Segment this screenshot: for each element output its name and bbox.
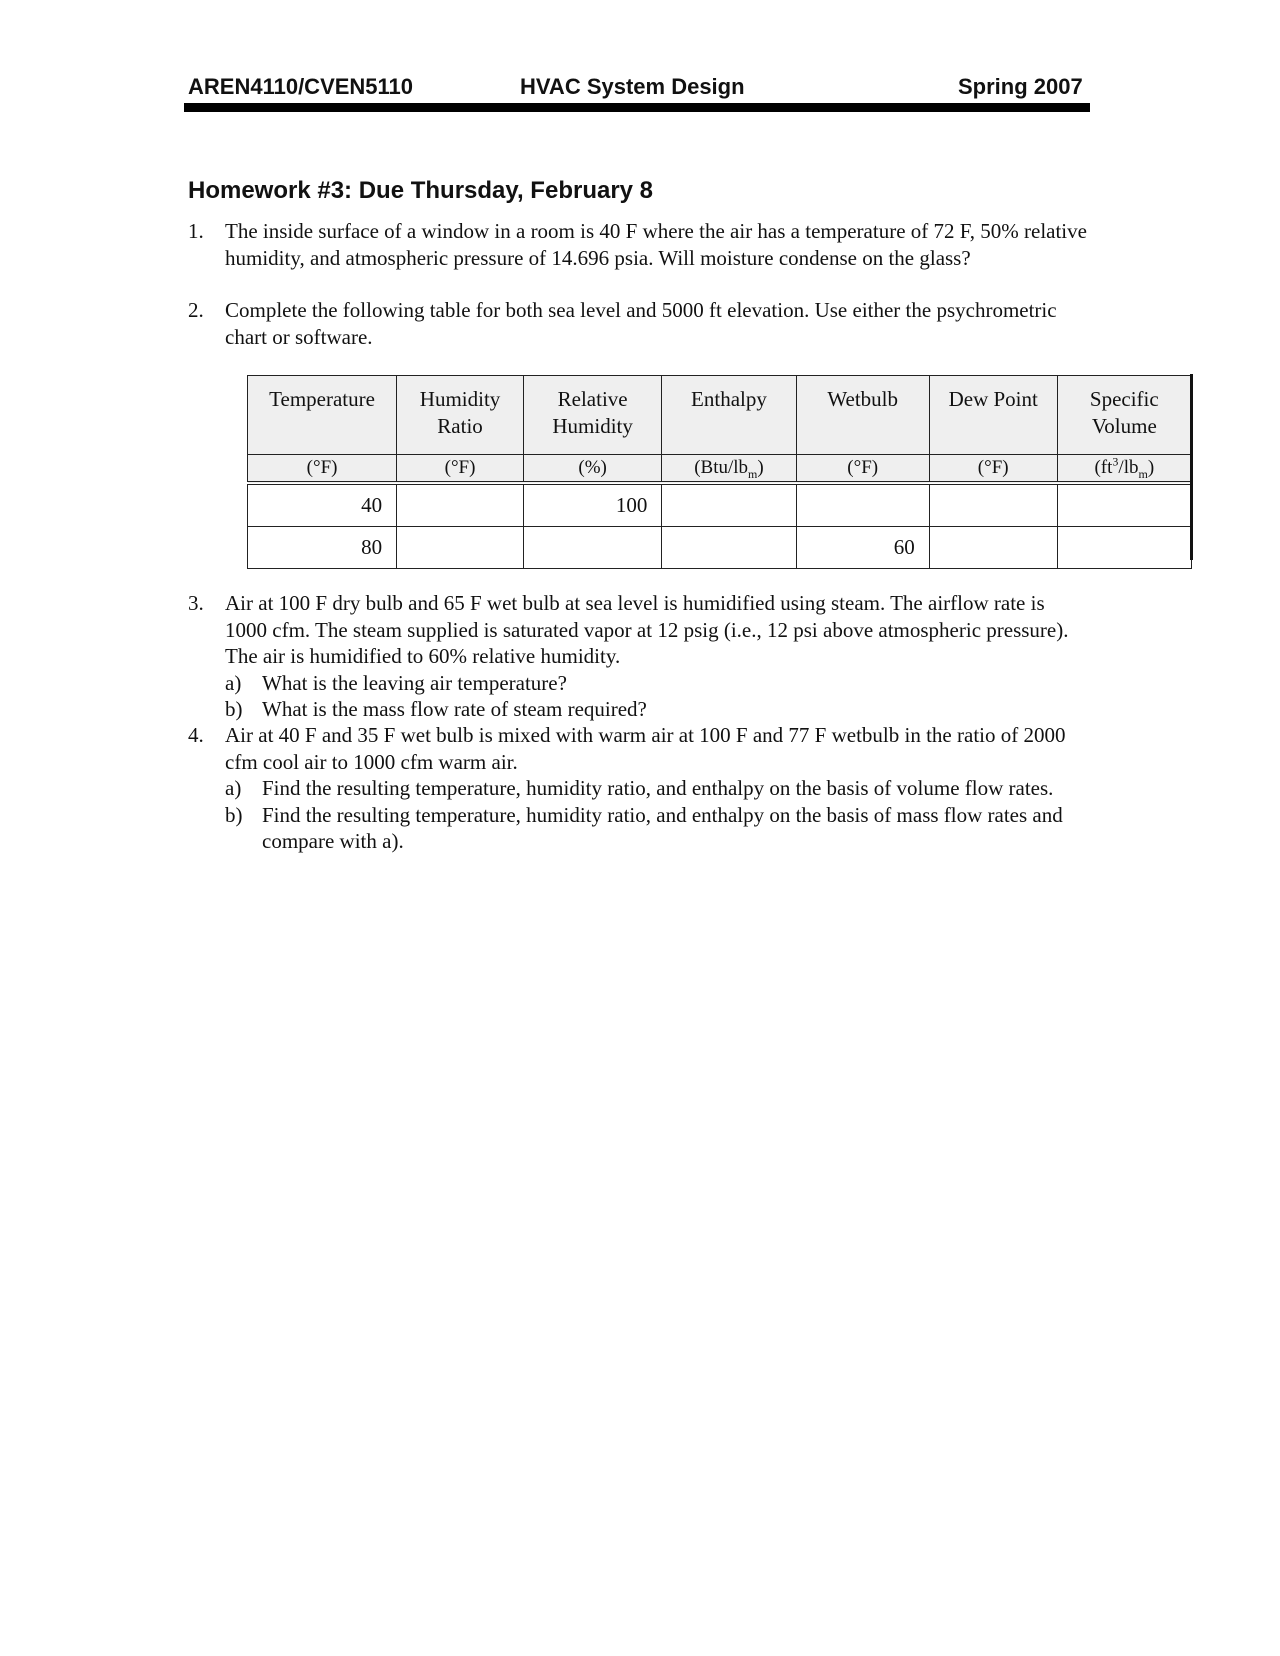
- question-text: Complete the following table for both sea level and 5000 ft elevation. Use either the psychrometric chart or software.: [225, 298, 1057, 349]
- unit-relative-humidity: (%): [523, 455, 661, 484]
- question-text: The inside surface of a window in a room is 40 F where the air has a temperature of 72 F, 50% relative humidity, and atmospheric pressure of 14.696 psia. Will moisture condense on the glass?: [225, 219, 1087, 270]
- question-body: [225, 590, 1088, 723]
- part-text: Find the resulting temperature, humidity ratio, and enthalpy on the basis of mass flow rates and compare with a).: [262, 802, 1063, 853]
- cell-humidity-ratio[interactable]: [397, 483, 524, 527]
- unit-wetbulb: (°F): [796, 455, 929, 484]
- cell-specific-volume[interactable]: [1057, 527, 1191, 569]
- part-letter: b): [225, 802, 243, 827]
- header-label: Specific Volume: [1089, 387, 1159, 438]
- question-number: 1.: [188, 219, 204, 243]
- question-number: 2.: [188, 298, 204, 322]
- cell-relative-humidity[interactable]: 100: [523, 483, 661, 527]
- cell-relative-humidity[interactable]: [523, 527, 661, 569]
- cell-humidity-ratio[interactable]: [397, 527, 524, 569]
- question-3: [188, 590, 1088, 723]
- unit-subscript: m: [748, 466, 758, 481]
- cell-dew-point[interactable]: [929, 527, 1057, 569]
- unit-specific-volume: [1057, 455, 1191, 484]
- cell-dew-point[interactable]: [929, 483, 1057, 527]
- unit-part: (ft: [1094, 457, 1113, 478]
- question-2: [188, 297, 1088, 350]
- table-units-row: [248, 455, 1192, 484]
- unit-dew-point: (°F): [929, 455, 1057, 484]
- part-text: Find the resulting temperature, humidity ratio, and enthalpy on the basis of volume flow rates.: [262, 776, 1054, 800]
- header-humidity-ratio: [397, 376, 524, 455]
- question-part-a: [225, 670, 1088, 697]
- term: Spring 2007: [958, 74, 1083, 99]
- part-letter: a): [225, 670, 242, 695]
- question-part-a: [225, 775, 1088, 802]
- psychrometric-table: [247, 375, 1192, 569]
- question-number: 4.: [188, 723, 204, 747]
- unit-part: ): [757, 457, 764, 478]
- cell-wetbulb[interactable]: 60: [796, 527, 929, 569]
- header-rule: [184, 103, 1090, 112]
- cell-enthalpy[interactable]: [662, 527, 796, 569]
- unit-part: ): [1147, 457, 1155, 478]
- table-row: [248, 527, 1192, 569]
- table-header-row: [248, 376, 1192, 455]
- page-title: Homework #3: Due Thursday, February 8: [188, 177, 654, 204]
- header-temperature: Temperature: [248, 376, 397, 455]
- header-enthalpy: Enthalpy: [662, 376, 796, 455]
- unit-subscript: m: [1138, 466, 1148, 481]
- header-dew-point: Dew Point: [929, 376, 1057, 455]
- course-code: AREN4110/CVEN5110: [188, 74, 414, 99]
- question-text: Air at 40 F and 35 F wet bulb is mixed with warm air at 100 F and 77 F wetbulb in the ratio of 2000 cfm cool air to 1000 cfm warm air.: [225, 723, 1066, 774]
- header-label: Humidity Ratio: [419, 387, 501, 438]
- header-relative-humidity: [523, 376, 661, 455]
- part-text: What is the mass flow rate of steam required?: [262, 697, 647, 721]
- header-label: Relative Humidity: [552, 387, 633, 438]
- part-letter: a): [225, 776, 242, 800]
- question-1: [188, 218, 1088, 271]
- unit-part: (Btu/lb: [694, 457, 749, 478]
- unit-enthalpy: [662, 455, 796, 484]
- unit-superscript: 3: [1112, 454, 1119, 469]
- cell-temperature[interactable]: 40: [248, 483, 397, 527]
- question-4: [188, 722, 1088, 855]
- table-edge-shadow: [1190, 374, 1193, 560]
- part-letter: b): [225, 697, 243, 721]
- question-body: [225, 722, 1088, 855]
- question-text: Air at 100 F dry bulb and 65 F wet bulb at sea level is humidified using steam. The airflow rate is 1000 cfm. The steam supplied is saturated vapor at 12 psig (i.e., 12 psi above atmospheric pressure). The air is humidified to 60% relative humidity.: [225, 591, 1069, 668]
- unit-temperature: (°F): [248, 455, 397, 484]
- cell-enthalpy[interactable]: [662, 483, 796, 527]
- question-part-b: [225, 802, 1088, 855]
- question-number: 3.: [188, 591, 204, 615]
- question-part-b: [225, 696, 1088, 723]
- unit-humidity-ratio: (°F): [397, 455, 524, 484]
- cell-temperature[interactable]: 80: [248, 527, 397, 569]
- cell-wetbulb[interactable]: [796, 483, 929, 527]
- table-row: [248, 483, 1192, 527]
- cell-specific-volume[interactable]: [1057, 483, 1191, 527]
- header-wetbulb: Wetbulb: [796, 376, 929, 455]
- unit-part: /lb: [1118, 457, 1139, 478]
- part-text: What is the leaving air temperature?: [262, 670, 567, 695]
- header-specific-volume: [1057, 376, 1191, 455]
- course-subject: HVAC System Design: [520, 74, 745, 99]
